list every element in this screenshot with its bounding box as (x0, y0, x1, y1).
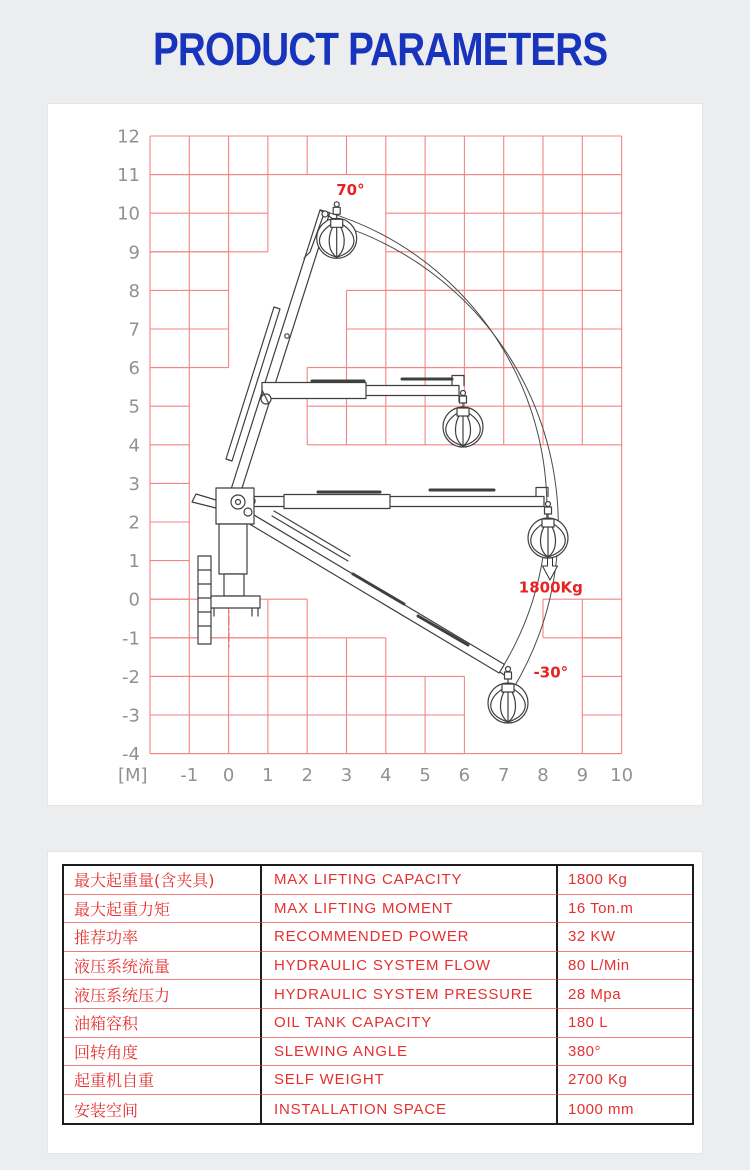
spec-value: 180 L (558, 1009, 692, 1038)
spec-value: 1800 Kg (558, 866, 692, 895)
annotation-label: 70° (336, 181, 365, 200)
spec-value: 16 Ton.m (558, 895, 692, 924)
y-axis-tick-label: 12 (117, 126, 140, 148)
x-axis-tick-label: -1 (180, 765, 199, 786)
grapple-icon (488, 667, 528, 724)
boom-horizontal-upper (261, 376, 464, 405)
spec-label-cn: 起重机自重 (64, 1066, 262, 1095)
annotation-label: 1800Kg (518, 578, 583, 597)
spec-label-en: SELF WEIGHT (262, 1066, 558, 1095)
y-axis-tick-label: 5 (128, 396, 140, 418)
spec-label-en: SLEWING ANGLE (262, 1038, 558, 1067)
y-axis-tick-label: 7 (128, 319, 140, 341)
boom-horizontal-lower (245, 488, 548, 511)
spec-label-en: OIL TANK CAPACITY (262, 1009, 558, 1038)
y-axis-tick-label: 3 (128, 473, 140, 495)
spec-label-en: MAX LIFTING MOMENT (262, 895, 558, 924)
spec-label-cn: 最大起重力矩 (64, 895, 262, 924)
boom-minus30deg (234, 506, 507, 677)
spec-label-cn: 回转角度 (64, 1038, 262, 1067)
y-axis-tick-label: 4 (128, 435, 140, 457)
spec-label-en: MAX LIFTING CAPACITY (262, 866, 558, 895)
y-axis-tick-label: 10 (117, 203, 140, 225)
x-axis-tick-label: 8 (537, 765, 549, 786)
spec-label-cn: 安装空间 (64, 1095, 262, 1124)
spec-value: 80 L/Min (558, 952, 692, 981)
y-axis-tick-label: -1 (122, 628, 140, 650)
grapple-attachments (317, 202, 568, 723)
spec-label-cn: 推荐功率 (64, 923, 262, 952)
page-title: PRODUCT PARAMETERS (153, 23, 608, 75)
y-axis-tick-label: -2 (122, 666, 140, 688)
slew-arc-tip-path (325, 211, 547, 668)
boom-70deg (226, 210, 336, 497)
spec-table-card (47, 851, 703, 1154)
axis-labels (117, 127, 633, 787)
chart-card (47, 103, 703, 806)
specifications-table (62, 864, 694, 1125)
y-axis-tick-label: 0 (128, 589, 140, 611)
y-axis-tick-label: 11 (117, 165, 140, 187)
slew-arc-hook-path (339, 225, 559, 688)
spec-label-en: HYDRAULIC SYSTEM PRESSURE (262, 980, 558, 1009)
x-axis-tick-label: 6 (458, 765, 471, 786)
grapple-icon (443, 391, 483, 448)
y-axis-tick-label: 6 (128, 358, 140, 380)
crane-drawing (192, 202, 568, 723)
envelope-grid (150, 136, 622, 754)
spec-label-cn: 液压系统压力 (64, 980, 262, 1009)
x-axis-tick-label: 2 (301, 765, 313, 786)
spec-label-cn: 油箱容积 (64, 1009, 262, 1038)
spec-value: 32 KW (558, 923, 692, 952)
spec-value: 2700 Kg (558, 1066, 692, 1095)
y-axis-tick-label: -4 (122, 744, 140, 766)
spec-label-cn: 液压系统流量 (64, 952, 262, 981)
annotation-label: -30° (533, 663, 569, 682)
y-axis-tick-label: 2 (128, 512, 140, 534)
x-axis-tick-label: 9 (576, 765, 589, 786)
y-axis-tick-label: -3 (122, 705, 140, 727)
y-axis-tick-label: 1 (128, 551, 140, 573)
y-axis-tick-label: 9 (128, 242, 140, 264)
x-axis-tick-label: 10 (610, 765, 634, 786)
spec-value: 380° (558, 1038, 692, 1067)
spec-label-en: HYDRAULIC SYSTEM FLOW (262, 952, 558, 981)
spec-value: 28 Mpa (558, 980, 692, 1009)
spec-label-en: RECOMMENDED POWER (262, 923, 558, 952)
crane-base (192, 488, 260, 644)
x-axis-tick-label: 1 (262, 765, 274, 786)
y-axis-tick-label: 8 (128, 280, 140, 302)
grapple-icon (528, 502, 568, 559)
axis-unit-label: [M] (118, 765, 148, 786)
spec-label-en: INSTALLATION SPACE (262, 1095, 558, 1124)
spec-label-cn: 最大起重量(含夹具) (64, 866, 262, 895)
crane-envelope-chart (48, 104, 702, 805)
x-axis-tick-label: 0 (222, 765, 235, 786)
spec-value: 1000 mm (568, 1100, 635, 1118)
x-axis-tick-label: 5 (419, 765, 431, 786)
x-axis-tick-label: 4 (380, 765, 392, 786)
x-axis-tick-label: 3 (340, 765, 353, 786)
x-axis-tick-label: 7 (497, 765, 510, 786)
